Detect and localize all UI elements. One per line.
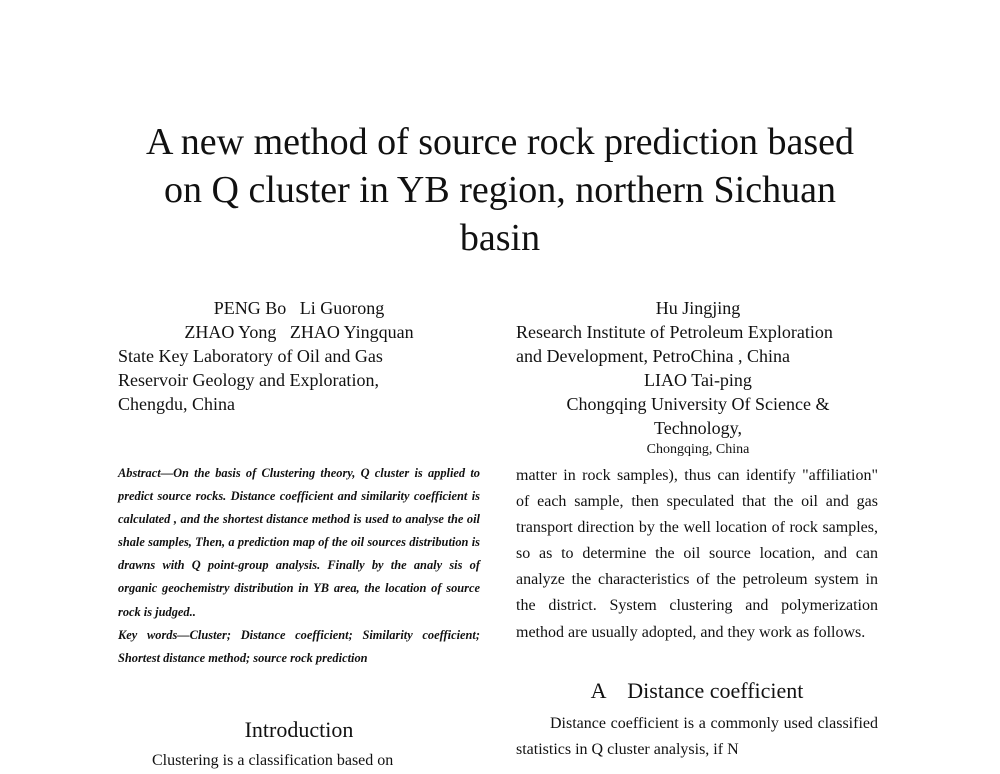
abstract-text: Abstract—On the basis of Clustering theory, Q cluster is applied to predict source rocks. Distance coefficient and similarity coefficient is calculated , and the shortest distance method is used to analyse the oil shale samples, Then, a prediction map of the oil sources distribution is drawns with Q point-group analysis. Finally by the analy sis of organic geochemistry distribution in YB area, the location of source rock is judged.. (118, 466, 480, 619)
author-name-liao: LIAO Tai-ping (644, 370, 752, 390)
affiliation-liao-1: Chongqing University Of Science & (566, 394, 830, 414)
title-line-2: on Q cluster in YB region, northern Sichuan (164, 169, 836, 211)
affiliation-liao-3: Chongqing, China (646, 442, 750, 457)
title-line-1: A new method of source rock prediction based (145, 121, 855, 163)
intro-heading: Introduction (244, 717, 354, 742)
right-column-text (516, 463, 878, 646)
author-names-1: PENG Bo Li Guorong (213, 298, 385, 318)
affiliation-hu-1: Research Institute of Petroleum Exploration (516, 322, 833, 342)
author-name-hu: Hu Jingjing (655, 298, 741, 318)
section-heading-distance: A Distance coefficient (590, 678, 804, 703)
paper-title (100, 118, 900, 262)
affiliation-hu-2: and Development, PetroChina , China (516, 346, 790, 366)
author-block-right (516, 296, 880, 460)
intro-paragraph: Clustering is a classification based on (152, 752, 394, 769)
affiliation-liao-2: Technology, (653, 418, 743, 438)
affiliation-line-3: Chengdu, China (118, 394, 235, 414)
author-block-left (118, 296, 498, 416)
keywords: Key words—Cluster; Distance coefficient; Similarity coefficient; Shortest distance method; source rock prediction (118, 627, 480, 665)
abstract (118, 462, 480, 670)
title-line-3: basin (459, 217, 541, 259)
right-column-paragraph: matter in rock samples), thus can identify "affiliation" of each sample, then speculated that the oil and gas transport direction by the well location of rock samples, so as to determine the oil source location, and can analyze the characteristics of the petroleum system in the district. System clustering and polymerization method are usually adopted, and they work as follows. (516, 467, 878, 641)
affiliation-line-2: Reservoir Geology and Exploration, (118, 370, 379, 390)
distance-paragraph: Distance coefficient is a commonly used classified statistics in Q cluster analysis, if N (516, 715, 878, 758)
affiliation-line-1: State Key Laboratory of Oil and Gas (118, 346, 383, 366)
author-names-2: ZHAO Yong ZHAO Yingquan (184, 322, 414, 342)
